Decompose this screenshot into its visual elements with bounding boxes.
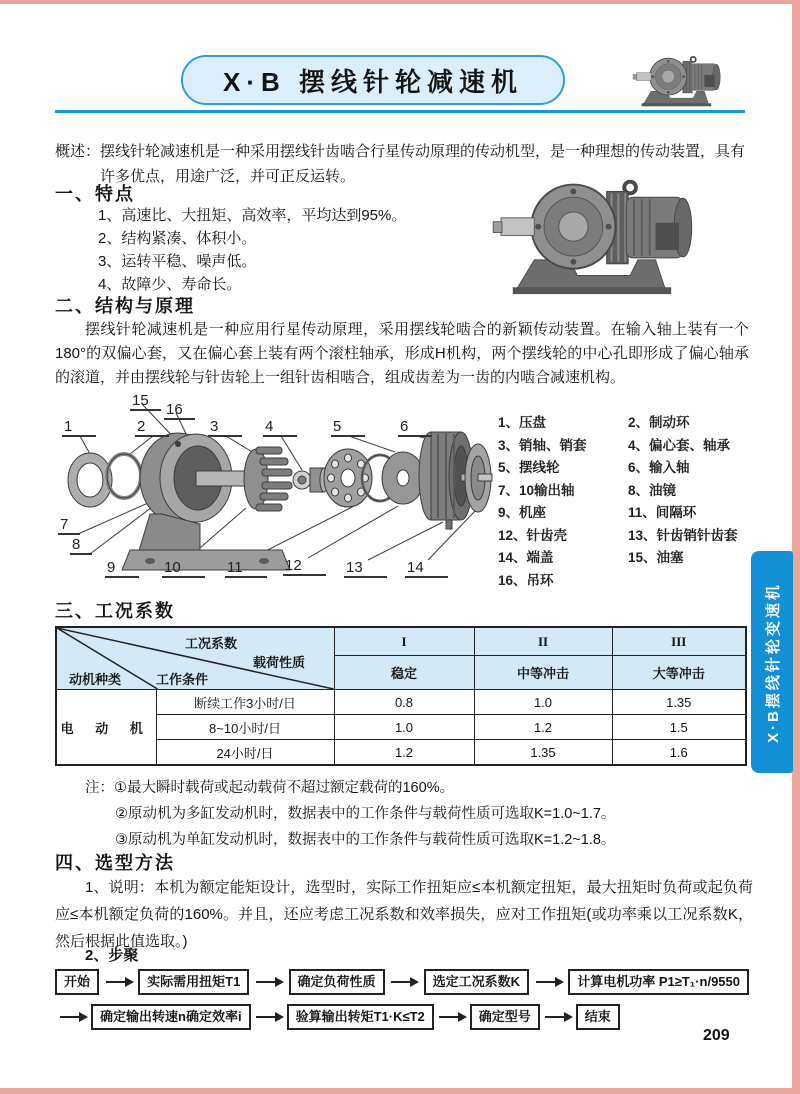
corner-label-load: 载荷性质 (253, 655, 306, 670)
diagram-callout: 3 (208, 418, 242, 437)
condition-cell: 24小时/日 (156, 740, 334, 766)
diagram-callout: 12 (283, 557, 326, 576)
grade-header: I (334, 627, 474, 656)
diagram-callout: 8 (70, 536, 92, 555)
part-item: 3、销轴、销套 (498, 437, 587, 453)
part-item: 13、针齿销针齿套 (628, 527, 738, 543)
diagram-callout: 14 (405, 559, 448, 578)
part-item: 11、间隔环 (628, 505, 697, 520)
side-tab-label: X·B摆线针轮变速机 (764, 581, 782, 743)
overview-text: 摆线针轮减速机是一种采用摆线针齿啮合行星传动原理的传动机型，是一种理想的传动装置，具有许多优点，用途广泛，并可正反运转。 (100, 143, 746, 185)
coeff-table (55, 626, 747, 766)
load-type-header: 中等冲击 (474, 656, 612, 690)
parts-list (498, 412, 756, 591)
diagram-callout: 11 (225, 559, 267, 578)
flow-step-required-torque: 实际需用扭矩T1 (138, 969, 249, 995)
value-cell: 1.2 (474, 715, 612, 740)
value-cell: 1.6 (612, 740, 746, 766)
part-item: 9、机座 (498, 505, 547, 520)
diagram-callout: 6 (398, 418, 432, 437)
structure-text: 摆线针轮减速机是一种应用行星传动原理，采用摆线轮啮合的新颖传动装置。在输入轴上装有一个180°的双偏心套，又在偏心套上装有两个滚柱轴承，形成H机构，两个摆线轮的中心孔即形成了偏心轴承的滚道，并由摆线轮与针齿轮上一组针齿相啮合，组成齿差为一齿的内啮合减速机构。 (55, 321, 749, 386)
notes-block (85, 775, 755, 853)
note-item: ②原动机为多缸发动机时，数据表中的工作条件与载荷性质可选取K=1.0~1.7。 (115, 806, 616, 822)
feature-item: 1、高速比、大扭矩、高效率，平均达到95%。 (98, 207, 407, 224)
flow-arrow (439, 1016, 465, 1018)
diagram-callout: 1 (62, 418, 96, 437)
steps-heading: 2、步聚 (85, 947, 139, 964)
part-item: 5、摆线轮 (498, 460, 560, 475)
grade-header: II (474, 627, 612, 656)
part-item: 8、油镜 (628, 482, 677, 498)
grade-header: III (612, 627, 746, 656)
selection-heading: 四、选型方法 (55, 853, 175, 873)
side-tab (751, 551, 793, 773)
flow-step-load-nature: 确定负荷性质 (289, 969, 385, 995)
page-title: X·B 摆线针轮减速机 (222, 66, 523, 97)
overview-label: 概述： (55, 143, 101, 160)
product-photo-large (482, 166, 700, 298)
flow-step-condition-coefficient: 选定工况系数K (424, 969, 529, 995)
diagram-callout: 15 (130, 392, 161, 411)
load-type-header: 大等冲击 (612, 656, 746, 690)
structure-heading: 二、结构与原理 (55, 296, 195, 316)
diagram-callout: 9 (105, 559, 139, 578)
diagram-callout: 10 (162, 559, 205, 578)
exploded-diagram (50, 392, 495, 594)
corner-header-cell (56, 627, 334, 690)
note-item: ③原动机为单缸发动机时，数据表中的工作条件与载荷性质可选取K=1.2~1.8。 (115, 832, 616, 848)
flow-step-output-speed: 确定输出转速n确定效率i (91, 1004, 251, 1030)
corner-label-coefficient: 工况系数 (185, 636, 238, 651)
note-line (85, 775, 755, 801)
part-item: 14、端盖 (498, 550, 554, 565)
diagram-callout: 7 (58, 516, 80, 535)
page-edge-top (0, 0, 800, 4)
value-cell: 1.35 (612, 690, 746, 715)
part-item: 1、压盘 (498, 415, 547, 430)
page-edge-right (792, 0, 800, 1094)
part-item: 16、吊环 (498, 572, 554, 588)
page-edge-bottom (0, 1088, 800, 1094)
flow-arrow (536, 981, 562, 983)
value-cell: 1.0 (334, 715, 474, 740)
flowchart-row-1 (55, 969, 749, 995)
features-list (98, 204, 498, 296)
coeff-table-heading: 三、工况系数 (55, 601, 175, 621)
flow-step-motor-power: 计算电机功率 P1≥T₁·n/9550 (568, 969, 749, 995)
value-cell: 1.5 (612, 715, 746, 740)
flow-arrow (60, 1016, 86, 1018)
corner-label-condition: 工作条件 (156, 672, 209, 687)
part-item: 7、10输出轴 (498, 482, 575, 498)
features-heading: 一、特点 (55, 184, 135, 204)
part-item: 4、偏心套、轴承 (628, 437, 731, 453)
diagram-callout: 13 (344, 559, 387, 578)
part-item: 15、油塞 (628, 550, 684, 565)
diagram-callout: 5 (331, 418, 365, 437)
selection-flowchart (55, 969, 749, 1030)
flow-step-end: 结束 (576, 1004, 620, 1030)
flow-step-start: 开始 (55, 969, 99, 995)
feature-item: 3、运转平稳、噪声低。 (98, 253, 257, 270)
flowchart-row-2 (55, 1004, 749, 1030)
product-photo-small (628, 50, 724, 108)
condition-cell: 8~10小时/日 (156, 715, 334, 740)
value-cell: 1.0 (474, 690, 612, 715)
selection-description: 1、说明：本机为额定能矩设计，选型时，实际工作扭矩应≤本机额定扭矩，最大扭矩时负荷或起负荷应≤本机额定负荷的160%。并且，还应考虑工况系数和效率损失，应对工作扭矩(或功率乘以工况系数K，然后根据此值选取。) (55, 879, 753, 950)
part-item: 12、针齿壳 (498, 527, 568, 543)
notes-label: 注： (85, 780, 114, 796)
flow-arrow (545, 1016, 571, 1018)
note-item: ①最大瞬时载荷或起动载荷不超过额定载荷的160%。 (114, 780, 455, 796)
value-cell: 0.8 (334, 690, 474, 715)
flow-arrow (391, 981, 417, 983)
flow-arrow (256, 981, 282, 983)
value-cell: 1.35 (474, 740, 612, 766)
feature-item: 4、故障少、寿命长。 (98, 276, 242, 293)
title-divider (55, 110, 745, 113)
flow-arrow (256, 1016, 282, 1018)
value-cell: 1.2 (334, 740, 474, 766)
part-item: 2、制动环 (628, 415, 690, 430)
flow-step-model: 确定型号 (470, 1004, 540, 1030)
diagram-callout: 16 (164, 401, 195, 420)
feature-item: 2、结构紧凑、体积小。 (98, 230, 257, 247)
part-item: 6、输入轴 (628, 460, 690, 475)
flow-step-check-torque: 验算输出转矩T1·K≤T2 (287, 1004, 434, 1030)
title-banner (181, 55, 565, 105)
load-type-header: 稳定 (334, 656, 474, 690)
diagram-callout: 2 (135, 418, 169, 437)
corner-label-machine: 动机种类 (69, 672, 122, 687)
machine-type-cell: 电 动 机 (56, 690, 156, 766)
page-number: 209 (703, 1027, 730, 1044)
diagram-callout: 4 (263, 418, 297, 437)
condition-cell: 断续工作3小时/日 (156, 690, 334, 715)
flow-arrow (106, 981, 132, 983)
